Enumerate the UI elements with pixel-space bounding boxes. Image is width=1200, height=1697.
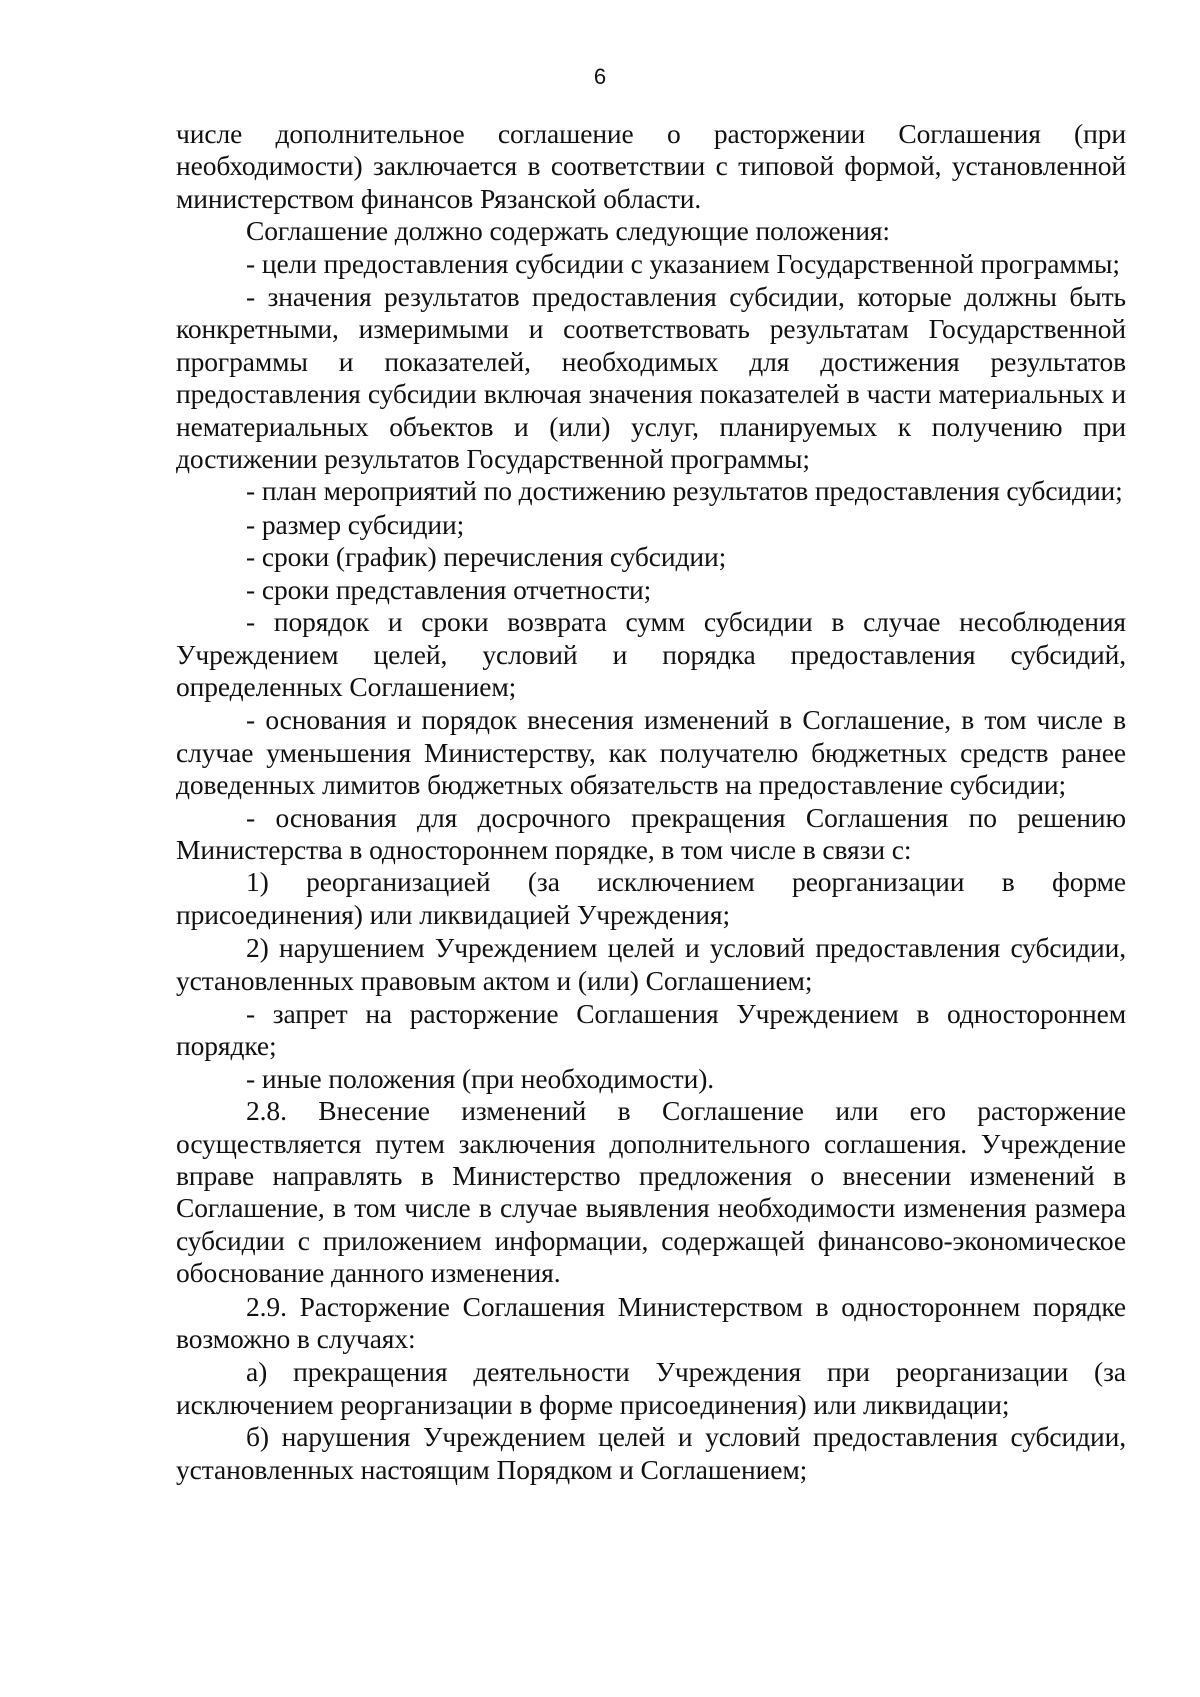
clause-2-9-item-a: а) прекращения деятельности Учреждения при реорганизации (за исключением реорганизации в форме присоединения) или ликвидации; <box>176 1356 1126 1420</box>
list-item-termination-ban: - запрет на расторжение Соглашения Учреждением в одностороннем порядке; <box>176 997 1126 1062</box>
list-item-goals: - цели предоставления субсидии с указанием Государственной программы; <box>246 247 1120 279</box>
list-item-transfer-schedule: - сроки (график) перечисления субсидии; <box>246 541 727 573</box>
list-item-result-values: - значения результатов предоставления субсидии, которые должны быть конкретными, измеримыми и соответствовать результатам Государственной программы и показателей, необходимых для достижения результатов предоставления субсидии включая значения показателей в части материальных и нематериальных объектов и (или) услуг, планируемых к получению при достижении результатов Государственной программы; <box>176 281 1126 475</box>
paragraph-continuation: числе дополнительное соглашение о расторжении Соглашения (при необходимости) заключается в соответствии с типовой формой, установленной министерством финансов Рязанской области. <box>176 118 1126 214</box>
list-item-early-termination: - основания для досрочного прекращения Соглашения по решению Министерства в одностороннем порядке, в том числе в связи с: <box>176 801 1126 865</box>
list-item-reporting-terms: - сроки представления отчетности; <box>246 573 652 605</box>
list-item-action-plan: - план мероприятий по достижению результатов предоставления субсидии; <box>246 475 1123 507</box>
list-item-reorganization: 1) реорганизацией (за исключением реорганизации в форме присоединения) или ликвидацией Учреждения; <box>176 866 1126 930</box>
list-item-other-provisions: - иные положения (при необходимости). <box>246 1062 715 1094</box>
list-item-subsidy-amount: - размер субсидии; <box>246 508 465 540</box>
list-item-violation: 2) нарушением Учреждением целей и условий предоставления субсидии, установленных правовым актом и (или) Соглашением; <box>176 932 1126 996</box>
list-item-amendment-grounds: - основания и порядок внесения изменений в Соглашение, в том числе в случае уменьшения Министерству, как получателю бюджетных средств ранее доведенных лимитов бюджетных обязательств на предоставление субсидии; <box>176 704 1126 801</box>
paragraph-agreement-intro: Соглашение должно содержать следующие положения: <box>246 215 890 247</box>
document-body <box>176 118 1126 1486</box>
clause-2-9-item-b: б) нарушения Учреждением целей и условий предоставления субсидии, установленных настоящим Порядком и Соглашением; <box>176 1421 1126 1485</box>
list-item-refund-procedure: - порядок и сроки возврата сумм субсидии в случае несоблюдения Учреждением целей, условий и порядка предоставления субсидий, определенных Соглашением; <box>176 606 1126 702</box>
clause-2-9: 2.9. Расторжение Соглашения Министерством в одностороннем порядке возможно в случаях: <box>176 1290 1126 1355</box>
clause-2-8: 2.8. Внесение изменений в Соглашение или его расторжение осуществляется путем заключения дополнительного соглашения. Учреждение вправе направлять в Министерство предложения о внесении изменений в Соглашение, в том числе в случае выявления необходимости изменения размера субсидии с приложением информации, содержащей финансово-экономическое обоснование данного изменения. <box>176 1095 1126 1289</box>
page-number: 6 <box>593 64 607 89</box>
